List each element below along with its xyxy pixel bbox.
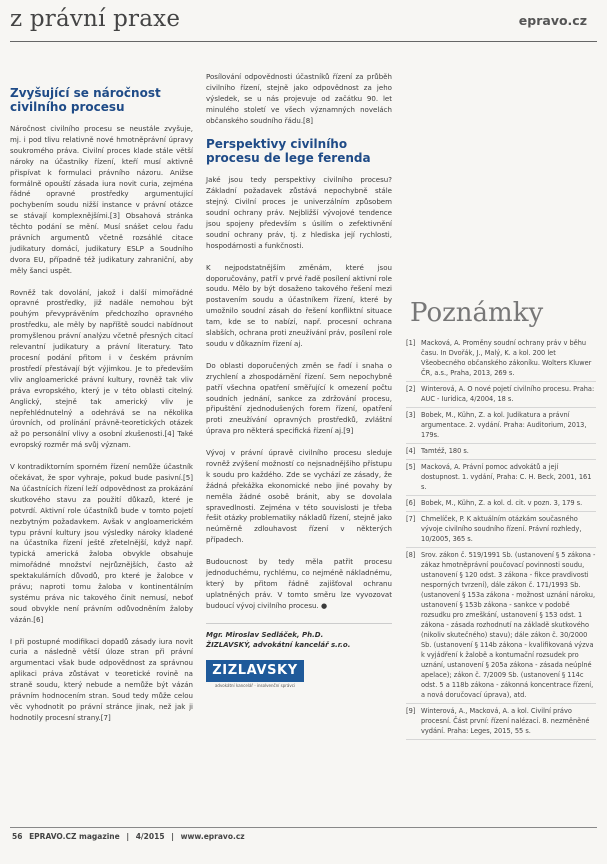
heading-increasing-demands: Zvyšující se náročnost civilního procesu	[10, 86, 161, 114]
note-text: Winterová, A., Macková, A. a kol. Civilní právo procesní. Část první: řízení nalézací. 8. nezměněné vydání. Praha: Leges, 2015, 55 s.	[421, 707, 590, 735]
note-item	[406, 512, 596, 548]
author-name: Mgr. Miroslav Sedláček, Ph.D.	[206, 630, 324, 639]
magazine-name: EPRAVO.CZ magazine	[29, 832, 120, 841]
footer: 56 EPRAVO.CZ magazine | 4/2015 | www.epravo.cz	[12, 832, 245, 841]
heading-perspectives: Perspektivy civilního procesu de lege ferenda	[206, 137, 371, 166]
paragraph: Do oblasti doporučených změn se řadí i snaha o zrychlení a zhospodárnění řízení. Sem nepochybně patří všechna opatření směřující k omezení počtu soudních jednání, sankce za zdržování procesu, připuštění zjednodušených forem řízení, opatření proti zneužívání opravných prostředků, zvláštní úprava pro některá specifická řízení aj.[9]	[206, 360, 392, 436]
paragraph: I při postupné modifikaci dopadů zásady iura novit curia a následně větší úloze stran při právní argumentaci však bude odpovědnost za správnou aplikaci práva zůstávat v teoretické rovině na straně soudu, který nebude a nemůže být vázán právním hodnocením stran. Soud tedy může celou věc vyhodnotit po právní stránce jinak, než jak ji hodnotily procesní strany.[7]	[10, 636, 193, 722]
note-number: [8]	[406, 551, 416, 559]
page-number: 56	[12, 832, 23, 841]
paragraph: Vývoj v právní úpravě civilního procesu sleduje rovněž zvýšení možností co nejsnadnějšího přístupu k soudu pro každého. Zde se vychází ze zásady, že žádná překážka ekonomické nebo jiné povahy by neměla žádné osobě bránit, aby se dovolala spravedlnosti. Zejména v této souvislosti je třeba řešit otázky problematiky nákladů řízení, stejně jako neúměrně zdlouhavost řízení v některých případech.	[206, 448, 392, 545]
paragraph: Náročnost civilního procesu se neustále zvyšuje, mj. i pod tlivu relativně nové hmotněprávní úpravy soukromého práva. Civilní proces klade stále větší nároky na účastníky řízení, kteří musí aktivně přispívat k formulaci právního názoru. Anižse formálně opouští zásada iura novit curia, zejména řádné opravné prostředky argumentující pochybením soudu nižší instance v právní otázce se stávají komplexnějšími.[3] Obsahová stránka těchto podání se mění. Musí snášet celou řadu právních argumentů včetně rozsáhlé citace judikatury domácí, judikatury ESLP a Soudního dvora EU, případně též judikatury zahraniční, aby měly šanci uspět.	[10, 124, 193, 275]
note-text: Bobek, M., Kühn, Z. a kol. Judikatura a právní argumentace. 2. vydání. Praha: Auditorium, 2013, 179s.	[421, 411, 587, 439]
paragraph: V kontradiktorním sporném řízení nemůže účastník očekávat, že spor vyhraje, pokud bude pasivní.[5] Na účastnících řízení leží odpovědnost za prokázání skutkového stavu za použití důkazů, které je potvrdí. Aktivní role účastníků bude v tomto pojetí nezbytným požadavkem. Avšak v angloamerickém typu právní kultury jsou výsledky nároky kladené na účastníka řízení ještě zřetelnější, když např. typická americká žaloba obvykle obsahuje mimořádné množství nejrůznějších, často až spektakulárních důvodů, pro které je žalobce v právu; naproti tomu žaloba v kontinentálním systému práva nic takového činit nemusí, neboť soud obvykle není právním odůvodněním žaloby vázán.[6]	[10, 462, 193, 624]
note-item	[406, 382, 596, 408]
paragraph: Rovněž tak dovolání, jakož i další mimořádné opravné prostředky, již nadále nemohou být pouhým převyprávěním předchozího opravného prostředku, ale měly by napříště soudci nabídnout promyšlenou právní analýzu včetně přesných citací relevantní judikatury a právní literatury. Tato procesní podání přitom i v českém právním prostředí přestávají být výjimkou. Je to především vliv angloamerické právní kultury, rovněž tak vliv práva evropského, který je v této oblasti citelný. Anglický, stejně tak americký vliv je nepřehlédnutelný a odehrává se na několika úrovních, od prolínání právně-teoretických otázek až po personální vlivy a osobní zkušenosti.[4] Také evropský rozměr má svůj význam.	[10, 287, 193, 450]
note-item	[406, 704, 596, 740]
note-number: [2]	[406, 385, 416, 393]
issue-number: 4/2015	[135, 832, 165, 841]
note-item	[406, 408, 596, 444]
note-text: Bobek, M., Kühn, Z. a kol. d. cit. v pozn. 3, 179 s.	[421, 499, 583, 507]
note-number: [4]	[406, 447, 416, 455]
header-rule	[10, 41, 597, 42]
website-link[interactable]: www.epravo.cz	[180, 832, 245, 841]
note-number: [6]	[406, 499, 416, 507]
paragraph: K nejpodstatnějším změnám, které jsou doporučovány, patří v prvé řadě posílení aktivní role soudu. Mělo by být dosaženo takového řešení mezi postavením soudu a účastníkem řízení, které by umožnilo soudní zásah do řešení konfliktní situace tam, kde se to nabízí, např. procesní ochrana slabších, ochrana proti zneužívání práv, posílení role soudu v důkazním řízení aj.	[206, 262, 392, 348]
paragraph: Budoucnost by tedy měla patřit procesu jednoduchému, rychlému, co nejméně nákladnému, který by přitom řádně zajišťoval ochranu uplatněných práv. V tomto směru lze vyvozovat budoucí vývoj civilního procesu. ●	[206, 557, 392, 610]
firm-logo: ZIZLAVSKY	[206, 660, 304, 682]
firm-logo-tagline: advokátní kancelář · insolvenční správci	[214, 682, 296, 688]
column-middle	[206, 72, 392, 689]
paragraph: Jaké jsou tedy perspektivy civilního procesu? Základní požadavek zůstává nepochybně stále stejný. Civilní proces je univerzálním způsobem soudní ochrany práv. Nejbližší vývojové tendence jsou spojeny především s úsilím o zefektivnění soudní ochrany práv, tj. z hlediska její rychlosti, hospodárnosti a funkčnosti.	[206, 175, 392, 250]
note-text: Winterová, A. O nové pojetí civilního procesu. Praha: AUC - Iuridica, 4/2004, 18 s.	[421, 385, 595, 403]
note-item	[406, 496, 596, 512]
footer-rule	[10, 827, 597, 828]
note-text: Tamtéž, 180 s.	[421, 447, 469, 455]
paragraph: Posílování odpovědnosti účastníků řízení za průběh civilního řízení, stejně jako odpovědnost za jeho výsledek, se u nás projevuje od začátku 90. let minulého století ve všech významných novelách občanského soudního řádu.[8]	[206, 72, 392, 125]
note-item	[406, 444, 596, 460]
note-text: Srov. zákon č. 519/1991 Sb. (ustanovení § 5 zákona - zákaz hmotněprávní poučovací povinnosti soudu, ustanovení § 120 odst. 3 zákona - fikce pravdivosti nesporných tvrzení), dále zákon č. 171/1993 Sb. (ustanovení § 153a zákona - možnost uznání nároku, ustanovení § 153b zákona - sankce v podobě rozsudku pro zmeškání, ustanovení § 153 odst. 1 zákona - zásada rozhodnutí na základě skutkového (nikoliv skutečného) stavu); dále zákon č. 30/2000 Sb. (ustanovení § 114b zákona - kvalifikovaná výzva k vyjádření k žalobě a kontumační rozsudek pro uznání, ustanovení § 205a zákona - zásada neúplné apelace); zákon č. 7/2009 Sb. (ustanovení § 114c odst. 5 a 118b zákona - zákonná koncentrace řízení, a nová doručovací úprava), atd.	[421, 551, 596, 699]
note-item	[406, 336, 596, 382]
author-firm: ŽIZLAVSKÝ, advokátní kancelář s.r.o.	[206, 640, 351, 649]
section-title: z právní praxe	[10, 6, 181, 32]
note-text: Macková, A. Právní pomoc advokátů a její dostupnost. 1. vydání, Praha: C. H. Beck, 2001, 161 s.	[421, 463, 592, 491]
brand-label[interactable]: epravo.cz	[518, 13, 587, 28]
divider	[206, 623, 392, 624]
note-text: Chmelíček, P. K aktuálním otázkám současného vývoje civilního soudního řízení. Právní rozhledy, 10/2005, 365 s.	[421, 515, 582, 543]
note-number: [3]	[406, 411, 416, 419]
note-number: [5]	[406, 463, 416, 471]
note-number: [7]	[406, 515, 416, 523]
note-number: [1]	[406, 339, 416, 347]
notes-heading: Poznámky	[410, 298, 544, 328]
note-item	[406, 548, 596, 704]
note-text: Macková, A. Proměny soudní ochrany práv v běhu času. In Dvořák, J., Malý, K. a kol. 200 let Všeobecného občanského zákoníku. Wolters Kluwer ČR, a.s., Praha, 2013, 269 s.	[421, 339, 592, 377]
note-item	[406, 460, 596, 496]
notes-list	[406, 336, 596, 740]
note-number: [9]	[406, 707, 416, 715]
column-left	[10, 86, 193, 735]
